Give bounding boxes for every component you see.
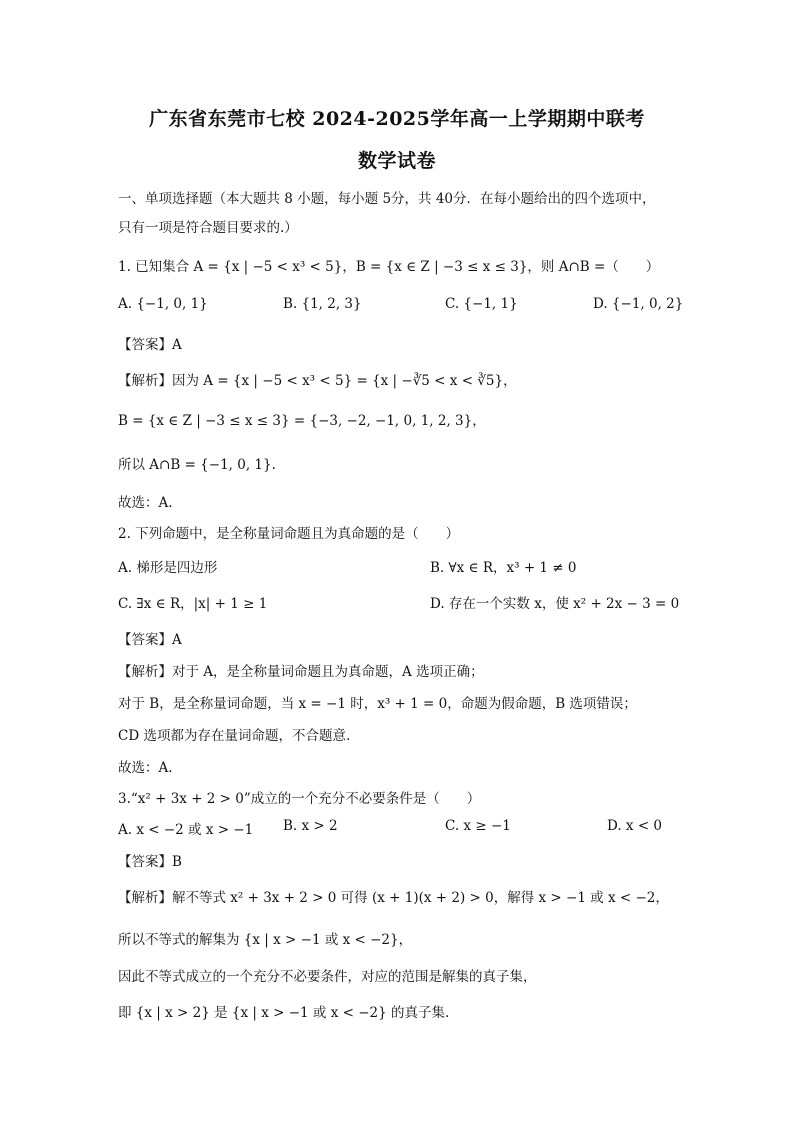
q2-analysis-line: CD 选项都为存在量词命题，不合题意. (118, 728, 351, 744)
q2-analysis-line: 故选：A. (118, 760, 173, 776)
q1-option-d: D. {−1, 0, 2} (593, 296, 684, 312)
q3-stem: 3.“x² + 3x + 2 > 0”成立的一个充分不必要条件是（ ） (118, 791, 481, 807)
q1-analysis-line: B = {x ∈ Z | −3 ≤ x ≤ 3} = {−3, −2, −1, 0, 1, 2, 3}， (118, 413, 486, 429)
q2-option-a: A. 梯形是四边形 (118, 560, 218, 576)
q1-option-a: A. {−1, 0, 1} (118, 296, 208, 312)
q3-analysis-line: 即 {x | x > 2} 是 {x | x > −1 或 x < −2} 的真子集. (118, 1005, 450, 1021)
q2-option-c: C. ∃x ∈ R，|x| + 1 ≥ 1 (118, 596, 268, 612)
section-heading-line-2: 只有一项是符合题目要求的.） (118, 220, 298, 236)
q2-stem: 2. 下列命题中，是全称量词命题且为真命题的是（ ） (118, 526, 460, 542)
q1-option-c: C. {−1, 1} (445, 296, 518, 312)
document-title: 广东省东莞市七校 2024-2025学年高一上学期期中联考 (149, 108, 645, 130)
q2-answer: 【答案】A (118, 632, 182, 648)
q1-stem: 1. 已知集合 A = {x | −5 < x³ < 5}，B = {x ∈ Z | −3 ≤ x ≤ 3}，则 A∩B =（ ） (118, 259, 660, 275)
section-heading-line-1: 一、单项选择题（本大题共 8 小题，每小题 5分，共 40分．在每小题给出的四个选项中， (118, 191, 656, 207)
q3-option-c: C. x ≥ −1 (445, 818, 511, 834)
q3-analysis-line: 【解析】解不等式 x² + 3x + 2 > 0 可得 (x + 1)(x + 2) > 0，解得 x > −1 或 x < −2， (118, 890, 669, 906)
q3-option-d: D. x < 0 (607, 818, 663, 834)
q3-option-a: A. x < −2 或 x > −1 (118, 822, 254, 838)
q3-analysis-line: 因此不等式成立的一个充分不必要条件，对应的范围是解集的真子集， (118, 969, 537, 985)
q1-analysis-line: 所以 A∩B = {−1, 0, 1}. (118, 457, 276, 473)
q1-answer: 【答案】A (118, 337, 182, 353)
q3-answer: 【答案】B (118, 854, 182, 870)
q1-analysis-line: 故选：A. (118, 495, 173, 511)
q3-option-b: B. x > 2 (283, 818, 338, 834)
q1-analysis-line: 【解析】因为 A = {x | −5 < x³ < 5} = {x | −∛5 < x < ∛5}， (118, 373, 517, 389)
q3-analysis-line: 所以不等式的解集为 {x | x > −1 或 x < −2}， (118, 932, 413, 948)
q1-option-b: B. {1, 2, 3} (283, 296, 362, 312)
q2-analysis-line: 【解析】对于 A，是全称量词命题且为真命题，A 选项正确； (118, 664, 484, 680)
q2-option-d: D. 存在一个实数 x，使 x² + 2x − 3 = 0 (430, 596, 680, 612)
q2-analysis-line: 对于 B，是全称量词命题，当 x = −1 时，x³ + 1 = 0，命题为假命题，B 选项错误； (118, 696, 637, 712)
q2-option-b: B. ∀x ∈ R，x³ + 1 ≠ 0 (430, 560, 577, 576)
document-subtitle: 数学试卷 (357, 150, 436, 172)
